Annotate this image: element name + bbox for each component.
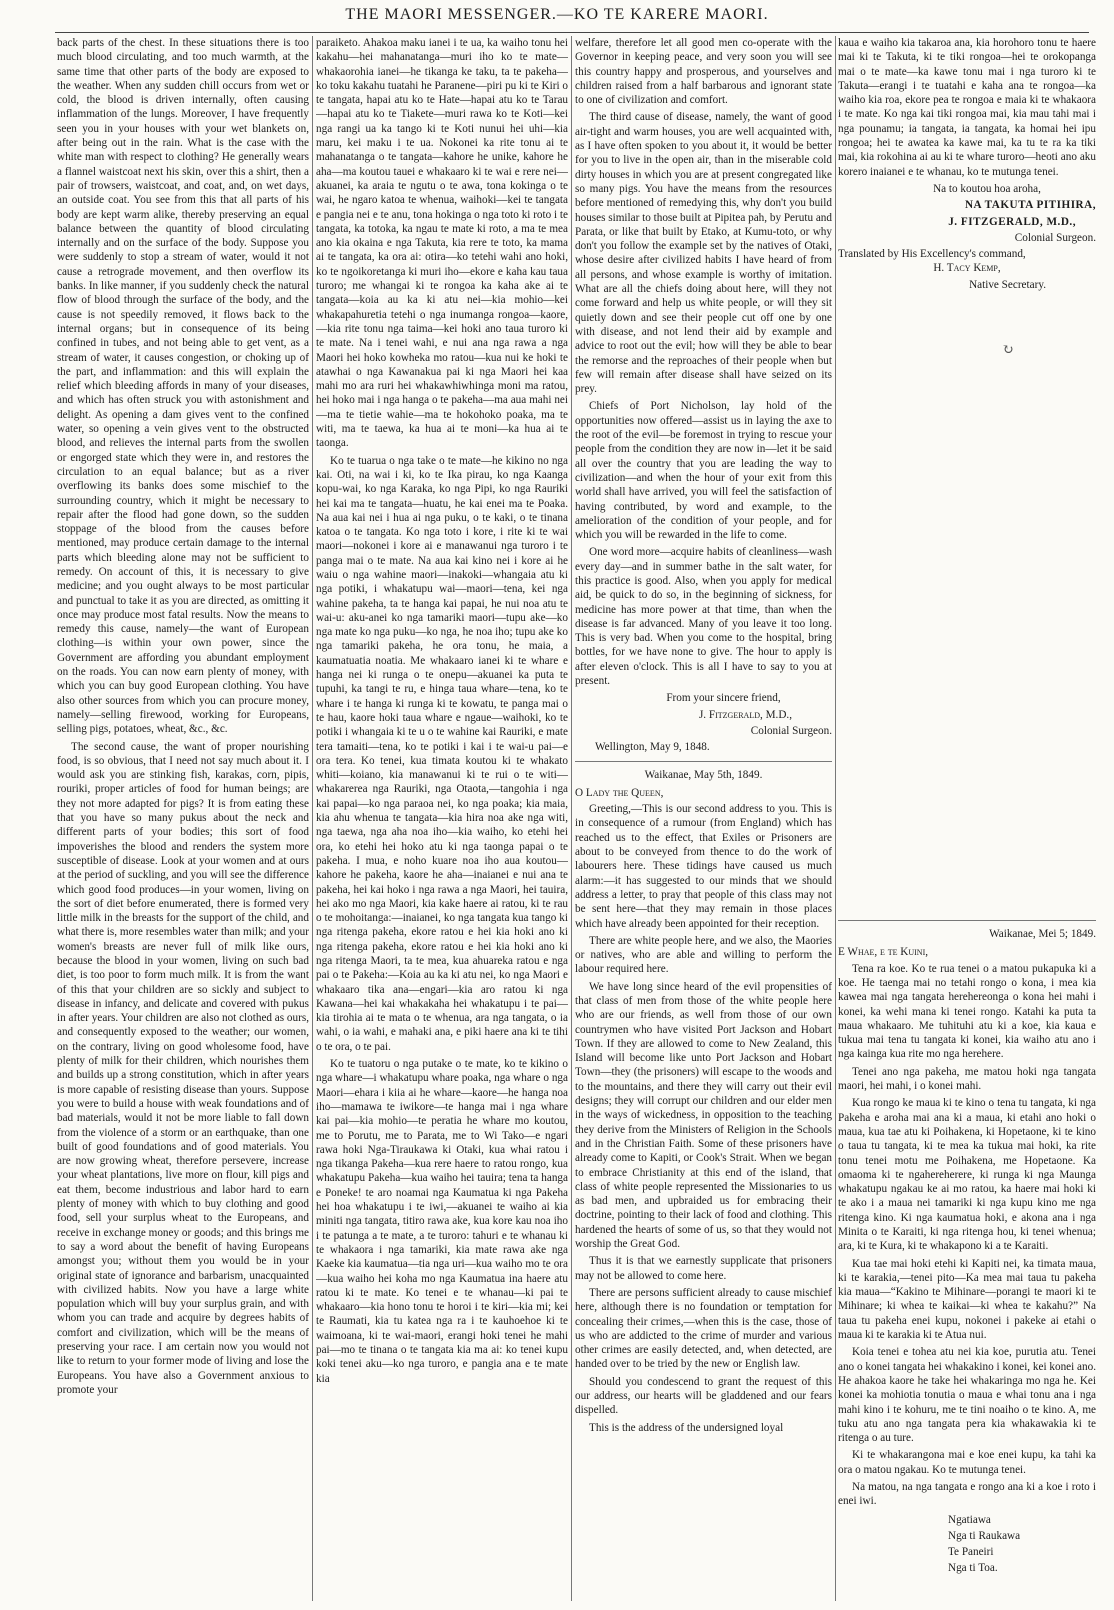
signoff-name: J. FITZGERALD, M.D., xyxy=(948,215,1076,228)
article-paragraph: There are white people here, and we also, the Maories or natives, who are able and willing to perform the labour required here. xyxy=(575,934,832,976)
signoff-title: Colonial Surgeon. xyxy=(750,724,832,737)
signoff-line: From your sincere friend, xyxy=(666,692,781,705)
ink-mark-icon: ↻ xyxy=(1002,343,1014,358)
letter-salutation: E Whae, e te Kuini, xyxy=(838,946,929,959)
signatory: Ngatiawa xyxy=(948,1513,991,1526)
translator-name-text: H. Tacy Kemp, xyxy=(933,262,1001,275)
section-divider xyxy=(575,761,832,762)
article-paragraph: Kua rongo ke maua ki te kino o tena tu tangata, ki nga Pakeha e aroha mai ana ki a maua, ki etahi ano hoki o maua, kua tae atu ki Poihakena, ki Hopetaone, ki te kino o taua tu tangata, ki te mea ka tukua mai hoki, ka rite tonu tenei motu me Poihakena, me Hopetaone. Ka omaoma ki te ngahereherere, ki runga ki nga Maunga whakatupu ngakau ke ai mo ratou, ka haere mai hoki ki te ako i a maua nei tamariki ki nga kupu kino me nga ritenga kino. Ki nga kaumatua hoki, e akona ana i nga Minita o te Karaiti, ki nga ritenga hou, ki tenei whenua; ara, ki te Kura, ki te whakapono ki a te Karaiti. xyxy=(838,1097,1096,1253)
article-paragraph: kaua e waiho kia takaroa ana, kia horohoro tonu te haere mai ki te Takuta, ki te tiki rongoa—hei te orokopanga mai o te mate—ka kawe tonu mai i nga turoro ki te Takuta—erangi i te tuatahi e kaha ana te rongoa—ka waiho kia roa, ekore pea te rongoa e maia ki te whakaora i te mate. Ko nga kai tiki rongoa mai, kia mau tahi mai i nga pounamu; ia tangata, ia tangata, ka homai hei ipu rongoa; hei te awatea ka kawe mai, ka tu te ra ka tiki mai, kia rokohina ai au ki te whare turoro—heoti ano aku korero inaianei e te whanau, ko te mutunga tenei. xyxy=(838,37,1096,178)
signatories xyxy=(948,1512,1096,1576)
article-paragraph: This is the address of the undersigned loyal xyxy=(589,1421,784,1434)
article-paragraph: back parts of the chest. In these situations there is too much blood circulating, and too much warmth, at the same time that other parts of the body are exposed to the weather. When any sudden chill occurs from wet or cold, the blood is driven internally, often causing inflammation of the lungs. Moreover, I have frequently seen you in your houses with your wet blankets on, after being out in the rain. What is the case with the white man with respect to clothing? He generally wears a flannel waistcoat next his skin, over this a shirt, then a pair of trowsers, waistcoat, and coat, and, on wet days, an outside coat. You see from this that all parts of his body are kept warm alike, thereby preserving an equal balance between the quantity of blood circulating internally and on the surface of the body. Suppose you were suddenly to stop a stream of water, would it not cause a retrograde movement, and then overflow its banks. In like manner, if you suddenly check the natural flow of blood through the surface of the body, and the cause is not speedily removed, it flows back to the internal organs; but in consequence of its being confined in tubes, and not being able to get vent, as a stream of water, it causes congestion, or choking up of the part, and inflammation: and this will explain the relief which bleeding affords in many of your diseases, and which has often struck you with astonishment and delight. As opening a dam gives vent to the confined water, so opening a vein gives vent to the obstructed blood, and relieves the internal parts from the swollen or engorged state which they were in, and restores the circulation to an equal balance; but as a river overflowing its banks does some mischief to the surrounding country, which it might be necessary to repair after the flood had gone down, so the sudden stoppage of the blood from the causes before mentioned, may produce certain damage to the internal parts which bleeding alone may not be sufficient to remedy. On account of this, it is necessary to give medicine; and you ought always to be most particular and punctual to take it as you are directed, as omitting it once may produce most fatal results. Now the means to remedy this cause, namely—the want of European clothing—is within your own power, since the Government are affording you abundant employment on the roads. You can now earn plenty of money, with which you can buy good European clothing. You have also other sources from which you can procure money, namely—selling firewood, working for Europeans, selling pigs, potatoes, wheat, &c., &c. xyxy=(57,37,309,736)
article-paragraph: welfare, therefore let all good men co-operate with the Governor in keeping peace, and very soon you will see this country happy and prosperous, and yourselves and children raised from a half barbarous and ignorant state to one of civilization and comfort. xyxy=(575,37,832,107)
translation-note: Translated by His Excellency's command, xyxy=(838,248,1026,261)
article-paragraph: The second cause, the want of proper nourishing food, is so obvious, that I need not say much about it. I would ask you are stinking fish, karakas, corn, pipis, rouriki, proper articles of food for human beings; are they not more adapted for pigs? It is from eating these that you have so many pukus about the neck and different parts of your bodies; this sort of food impoverishes the blood and renders the system more susceptible of disease. Look at your women and at ours at the period of suckling, and you will see the difference which good food produces—in your women, living on the sort of diet before enumerated, there is formed very little milk in the breasts for the support of the child, and what there is, more resembles water than milk; and your women's breasts are never full of milk like ours, because the blood in your women, living on such bad diet, is too poor to form much milk. It is from the want of this that your children are so sickly and subject to disease in infancy, and delicate and covered with pukus in after years. Your children are also not clothed as ours, and consequently exposed to the weather; our women, on the contrary, living on good wholesome food, have plenty of milk for their children, which nourishes them and builds up a strong constitution, which in after years is more capable of resisting disease than yours. Suppose you were to build a house with weak foundations and of bad materials, would it not be more liable to fall down from the violence of a storm or an earthquake, than one built of good foundations and of good materials. You are now growing wheat, therefore persevere, increase your wheat plantations, live more on flour, kill pigs and eat them, become industrious and labor hard to earn plenty of money with which to buy clothing and good food, sell your surplus wheat to the Europeans, and receive in exchange money or goods; and this brings me to say a word about the benefit of having Europeans amongst you; without them you would be in your original state of ignorance and barbarism, unacquainted with civilized habits. Now you have a large white population which will buy your surplus grain, and with whom you can trade and acquire by degrees habits of comfort and civilization, which will be the means of preserving your race. I am certain now you would not like to return to your former mode of living and lose the Europeans. You have also a Government anxious to promote your xyxy=(57,740,309,1396)
letter-dateline: Wellington, May 9, 1848. xyxy=(595,741,710,754)
signoff-title: Colonial Surgeon. xyxy=(1014,231,1096,244)
translator-title: Native Secretary. xyxy=(969,278,1046,291)
article-paragraph: There are persons sufficient already to cause mischief here, although there is no foundation or temptation for concealing their crimes,—when this is the case, those of us who are addicted to the crime of murder and various other crimes are easily detected, and, when detected, are handed over to be tried by the new or English law. xyxy=(575,1286,832,1371)
article-paragraph: Should you condescend to grant the request of this our address, our hearts will be gladdened and our fears dispelled. xyxy=(575,1375,832,1417)
column-divider xyxy=(835,36,836,1601)
article-paragraph: The third cause of disease, namely, the want of good air-tight and warm houses, you are well acquainted with, as I have often spoken to you about it, it would be better for you to live in the open air, than in the miserable cold dirty houses in which you are at present congregated like so many pigs. You have the means from the resources before mentioned of remedying this, why don't you build houses similar to those built at Pipitea pah, by Perutu and Parata, or like that built by Etako, at Kumu-toto, or why don't you follow the example set by the natives of Otaki, whose desire after civilized habits I have heard of from all persons, and whose example is worthy of imitation. What are all the chiefs doing about here, will they not come forward and help us white people, or will they sit quietly down and see their people cut off one by one with disease, and not lend their aid by example and advice to root out the evil; how will they be able to bear the remorse and the reproaches of their people when but few will remain after disease shall have seized on its prey. xyxy=(575,111,832,396)
article-paragraph: Ko te tuarua o nga take o te mate—he kikino no nga kai. Oti, na wai i ki, ko te Ika pirau, ko nga Kaanga kopu-wai, ko nga Karaka, ko nga Pipi, ko nga Rauriki hei kai ma te tangata—huatu, he kai enei ma te Poaka. Na aua kai nei i hua ai nga puku, o te kaki, o te tinana katoa o te tangata. Ko nga toto i kore, i rite ki te wai maori—nokonei i kore ai e manawanui nga turoro i te panga mai o te mate. Na aua kai kino nei i kore ai he waiu o nga wahine maori—inakoki—whangaia atu ki nga potiki, i whakatupu wai—maori—tena, kei nga wahine pakeha, ta te hanga kai papai, he nui noa atu te wai-u: aku-anei ko nga tamariki maori—tupu ake—ko nga mate ko nga puku—ko nga, he noa iho; tupu ake ko nga tamariki pakeha, he ora tonu, he maia, a kaumatuatia noatia. Me whakaaro ianei ki te whare e hanga nei ki runga o te onepu—akuanei ka puta te tupuhi, ka tangi te ru, e hinga taua whare—tena, ko te whare i te hanga ki runga ki te kowatu, te panga mai o te hau, kaore hoki taua whare e ngaue—waihoki, ko te potiki i whangaia ki te u o te wahine kai Rauriki, e mate tera tamaiti—tena, ko te potiki i kai i te wai-u pai—e ora tera. Ko tenei, kua timata koutou ki te whakato whiti—koiano, kia manawanui ki te rui o te witi—whakarerea nga Rauriki, nga Otaota,—tangohia i nga kai papai—ko nga paraoa nei, ko nga poaka; kia maia, kia ahu whenua te tangata—kia hira noa ake nga witi, nga taewa, nga aha noa iho—kia waiho, ko etehi hei ora, ko etehi hei hoko atu ki nga taonga papai o te pakeha. I mua, e noho kuare noa iho aua koutou—kahore he pakeha, kaore he aha—inaianei e nui ana te pakeha, hei kai hoko i nga rawa a nga Maori, hei tauira, hei ako mo nga Maori, kia kake haere ai ratou, ki te rau o te mohoitanga:—inaianei, ko nga tangata kua tango ki nga ritenga pakeha, ekore ratou e hei kia hoki ano ki nga ritenga pakeha, ekore ratou e hei kia hoki ano ki nga ritenga Maori, ta te mea, kua ahuareka ratou e nga pai o te Pakeha:—Koia au ka ki atu nei, ko nga Maori e whakaaro tika ana—engari—kia aro ratou ki nga Kawana—hei kai whakakaha hei whakatupu i te pai—kia tirohia ai te mata o te whenua, ara nga tangata, o ia wahi, o ia wahi, e mahaki ana, e piki haere ana ki te tihi o te ora, o te pai. xyxy=(316,454,568,1053)
article-paragraph: Koia tenei e tohea atu nei kia koe, purutia atu. Tenei ano o konei tangata hei whakakino i konei, kei konei ano. He ahakoa kaore he take hei whakaringa mo nga he. Kei konei ka mohiotia tonutia o maua e whai tonu ana i nga mahi kino i te kohuru, me te tini noaiho o te kino. A, me tuku atu ano nga tangata pera kia whakawakia ki te ritenga o au ture. xyxy=(838,1346,1096,1445)
column-2 xyxy=(316,36,568,1601)
column-divider xyxy=(312,36,313,1601)
column-divider xyxy=(571,36,572,1601)
signoff-name: NA TAKUTA PITIHIRA, xyxy=(964,199,1096,212)
article-paragraph: Ki te whakarangona mai e koe enei kupu, ka tahi ka ora o matou ngakau. Ko te mutunga tenei. xyxy=(838,1449,1096,1476)
masthead-title: THE MAORI MESSENGER.—KO TE KARERE MAORI. xyxy=(345,6,769,23)
column-3 xyxy=(575,36,832,1601)
signatory: Nga ti Toa. xyxy=(948,1561,998,1574)
translator-name xyxy=(838,261,1096,275)
section-divider xyxy=(838,920,1096,921)
article-paragraph: paraiketo. Ahakoa maku ianei i te ua, ka waiho tonu hei kakahu—hei mahanatanga—muri iho ko te mate—whakaorohia ianei—he tikanga ke taku, ta te pakeha—ko toku kakahu tuatahi he Paranene—piri pu ki te Kiri o te tangata, hapai atu ko te Hate—hapai atu ko te Tarau—hapai atu ko te Tiakete—muri rawa ko te Koti—kei nga rangi ua ka tango ki te Koti nunui hei uhi—kia maru, kei maku i te ua. Nokonei ka rite tonu ai te mahanatanga o te tangata—kahore he unike, kahore he aha—ma koutou tauei e whakaaro ki te wai e rere nei—akuanei, ka araia te ngutu o te awa, tona kokinga o te wai, he ngaro katoa te whenua, waihoki—kei te tangata e pangia nei e te anu, tona hokinga o nga toto ki roto i te tangata, ka totoka, ka ngau te mate ki roto, a ma te mea ano kia okaina e nga Takuta, kia rere te toto, ka mama ai te tangata, ka ora ai: otira—ko tetehi wahi ano hoki, ko te ngoikoretanga ki muri iho—ekore e kaha kau taua turoro; me whangai ki te rongoa ka kaha ake ai te tangata—koia au ka ki atu nei—kia mohio—kei whakapahuretia tetehi o nga inumanga rongoa—kaore,—kia rite tonu nga taima—kei hoki ano taua turoro ki te mate. Na i tenei wahi, e nui ana nga rawa a nga Maori hei hoko kowheka mo ratou—kua nui ke hoki te atawhai o nga Kawanakua pai ki nga Maori hei kaa mahi mo ara ruri hei whakawhiwhinga moni ma ratou, hei hoko mai i nga hanga o te pakeha—ma aua mahi nei—ma te tietie wahie—ma te hokohoko poaka, ma te witi, ma te taewa, ka hua ai te moni—ka hua ai te taonga. xyxy=(316,37,568,450)
letter-salutation: O Lady the Queen, xyxy=(575,786,664,799)
signoff-line: Na to koutou hoa aroha, xyxy=(933,182,1041,195)
article-paragraph: One word more—acquire habits of cleanliness—wash every day—and in summer bathe in the salt water, for this practice is good. Also, when you apply for medical aid, be quick to do so, in the beginning of sickness, for medicine has more power at that time, than when the disease is far advanced. Many of you leave it too long. This is very bad. When you come to the hospital, bring bottles, for we have none to give. The hour to apply is after eleven o'clock. This is all I have to say to you at present. xyxy=(575,546,832,688)
article-paragraph: Greeting,—This is our second address to you. This is in consequence of a rumour (from England) which has reached us to the effect, that Exiles or Prisoners are about to be conveyed from thence to do the work of labourers here. These tidings have caused us much alarm:—it has suggested to our minds that we should address a letter, to pray that people of this class may not be sent here—that they may remain in those places which have already been appointed for their reception. xyxy=(575,803,832,930)
column-1 xyxy=(57,36,309,1601)
article-paragraph: Thus it is that we earnestly supplicate that prisoners may not be allowed to come here. xyxy=(575,1255,832,1282)
article-paragraph: Tenei ano nga pakeha, me matou hoki nga tangata maori, hei mahi, i o konei mahi. xyxy=(838,1065,1096,1093)
article-paragraph: Tena ra koe. Ko te rua tenei o a matou pukapuka ki a koe. He taenga mai no tetahi rongo o kona, i mea kia kawea mai nga tangata herehereonga o kona hei mahi i konei, ka wehi mana ki tenei rongo. Katahi ka puta ta maua whakaaro. Me tuhituhi atu ki a koe, kia kaua e tukua mai tena tu tangata ki konei, kia waiho atu ano i nga kainga kua rite mo nga herehere. xyxy=(838,962,1096,1061)
signatory: Nga ti Raukawa xyxy=(948,1529,1021,1542)
article-paragraph: Na matou, na nga tangata e rongo ana ki a koe i roto i enei iwi. xyxy=(838,1481,1096,1508)
column-4 xyxy=(838,36,1096,1601)
signoff-name xyxy=(575,708,792,722)
signatory: Te Paneiri xyxy=(948,1545,994,1558)
masthead-rule xyxy=(55,32,1089,33)
article-paragraph: Kua tae mai hoki etehi ki Kapiti nei, ka timata maua, ki te karakia,—tenei pito—Ka mea mai taua tu pakeha kia maua—“Kakino te Mihinare—porangi te maori ki te Mihinare; ki whea te kaikai—ki whea te kakahu?” Na taua tu pakeha enei kupu, nokonei i pakeke ai etahi o maua ki te karakia ki te Atua nui. xyxy=(838,1257,1096,1342)
article-paragraph: Chiefs of Port Nicholson, lay hold of the opportunities now offered—assist us in laying the axe to the root of the evil—be foremost in trying to rescue your people from the condition they are now in—let it be said all over the country that you are leading the way to civilization—and when the hour of your exit from this world shall have arrived, you will feel the satisfaction of having contributed, by word and example, to the amelioration of the condition of your people, and for which you will be rewarded in the life to come. xyxy=(575,400,832,542)
blank-space xyxy=(838,294,1096,914)
letter-dateline: Waikanae, Mei 5; 1849. xyxy=(989,928,1096,941)
letter-dateline: Waikanae, May 5th, 1849. xyxy=(644,768,763,781)
article-paragraph: We have long since heard of the evil propensities of that class of men from those of the white people here who are our friends, as well from those of our own countrymen who have visited Port Jackson and Hobart Town. If they are allowed to come to New Zealand, this Island will become like unto Port Jackson and Hobart Town—they (the prisoners) will escape to the woods and to the mountains, and there they will carry out their evil designs; they will corrupt our children and our elder men in the ways of wickedness, in opposition to the teaching they derive from the Ministers of Religion in the Schools and in the Christian Faith. Some of these prisoners have already come to Kapiti, or Cook's Strait. When we began to embrace Christianity at this end of the island, that class of white people represented the Missionaries to us as bad men, and upbraided us for embracing their doctrine, pointing to their lack of food and clothing. This hardened the hearts of some of us, so that they would not worship the Great God. xyxy=(575,980,832,1251)
signoff-name-text: J. Fitzgerald, M.D., xyxy=(698,708,792,721)
article-paragraph: Ko te tuatoru o nga putake o te mate, ko te kikino o nga whare—i whakatupu whare poaka, nga whare o nga Maori—ehara i kiia ai he whare—kaore—he hanga noa iho—mamawa te iwikore—te hanga mai i nga whare kai pai—kia mohio—te peratia he whare mo koutou, me to Porutu, me to Parata, me to Wi Tako—e ngari rawa hoki Nga-Tiraukawa ki Otaki, kua whai ratou i nga tikanga Pakeha—kua rere haere to ratou rongo, kua whakatupu Pakeha—kua waiho hei tauira; tena ta hanga e Poneke! te aro noamai nga Kaumatua ki nga Pakeha hei hoa whakatupu i te iwi,—akuanei te waiho ai kia miniti nga tangata, titiro rawa ake, kua kore kau noa iho i te patunga a te mate, a te turoro: tahuri e te whanau ki te whakaora i nga tamariki, kia mate rawa ake nga Kaeke kia kaumatua—tia nga uri—kua waiho mo te ora—kua waiho hei koha mo nga Kaumatua ina haere atu ratou ki te mate. Ko tenei e te whanau—ki pai te whakaaro—kia hono tonu te horoi i te kiri—kia mi; kei te Raumati, kia tu katea nga ra i te kauhoehoe ki te waimoana, ki te wai-maori, erangi hoki tenei he mahi pai—mo te tinana o te tangata kia ma ai: ko tenei kupu koki tenei aku—ko nga turoro, e pangia ana e te mate kia xyxy=(316,1058,568,1385)
